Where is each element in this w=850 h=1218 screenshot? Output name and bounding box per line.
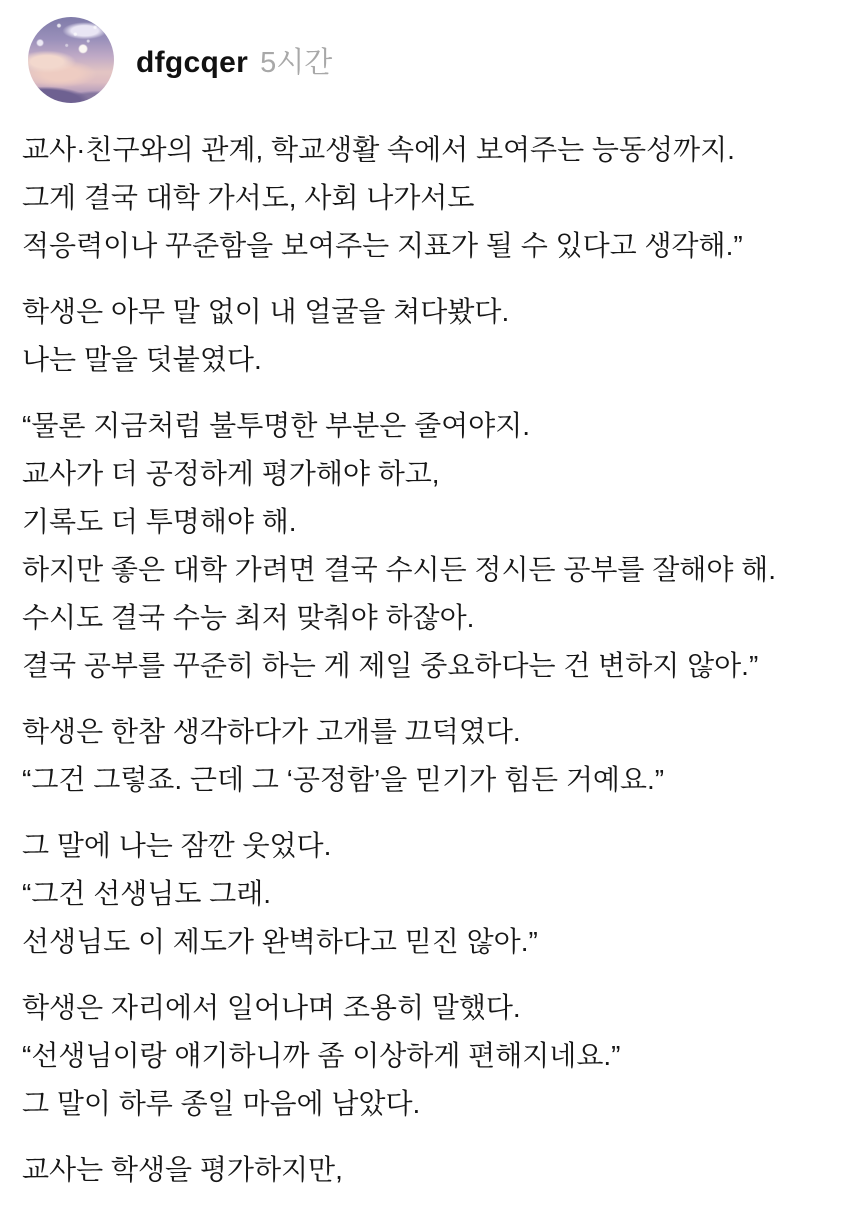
header-text [136, 40, 332, 81]
post-body [22, 126, 832, 1194]
post-paragraph: 교사는 학생을 평가하지만, [22, 1154, 343, 1185]
username[interactable]: dfgcqer [136, 45, 249, 79]
post-paragraph: 교사·친구와의 관계, 학교생활 속에서 보여주는 능동성까지. 그게 결국 대학 가서도, 사회 나가서도 적응력이나 꾸준함을 보여주는 지표가 될 수 있다고 생각해.” [22, 134, 743, 261]
post-paragraph: “물론 지금처럼 불투명한 부분은 줄여야지. 교사가 더 공정하게 평가해야 하고, 기록도 더 투명해야 해. 하지만 좋은 대학 가려면 결국 수시든 정시든 공부를 잘해야 해. 수시도 결국 수능 최저 맞춰야 하잖아. 결국 공부를 꾸준히 하는 게 제일 중요하다는 건 변하지 않아.” [22, 410, 776, 681]
avatar[interactable] [28, 17, 114, 103]
post-paragraph: 학생은 아무 말 없이 내 얼굴을 쳐다봤다. 나는 말을 덧붙였다. [22, 296, 510, 375]
post-paragraph: 그 말에 나는 잠깐 웃었다. “그건 선생님도 그래. 선생님도 이 제도가 완벽하다고 믿진 않아.” [22, 830, 538, 957]
post-paragraph: 학생은 한참 생각하다가 고개를 끄덕였다. “그건 그렇죠. 근데 그 ‘공정함’을 믿기가 힘든 거예요.” [22, 716, 665, 795]
post-paragraph: 학생은 자리에서 일어나며 조용히 말했다. “선생님이랑 얘기하니까 좀 이상하게 편해지네요.” 그 말이 하루 종일 마음에 남았다. [22, 992, 621, 1119]
post-header [0, 0, 850, 103]
timestamp: 5시간 [260, 46, 333, 79]
